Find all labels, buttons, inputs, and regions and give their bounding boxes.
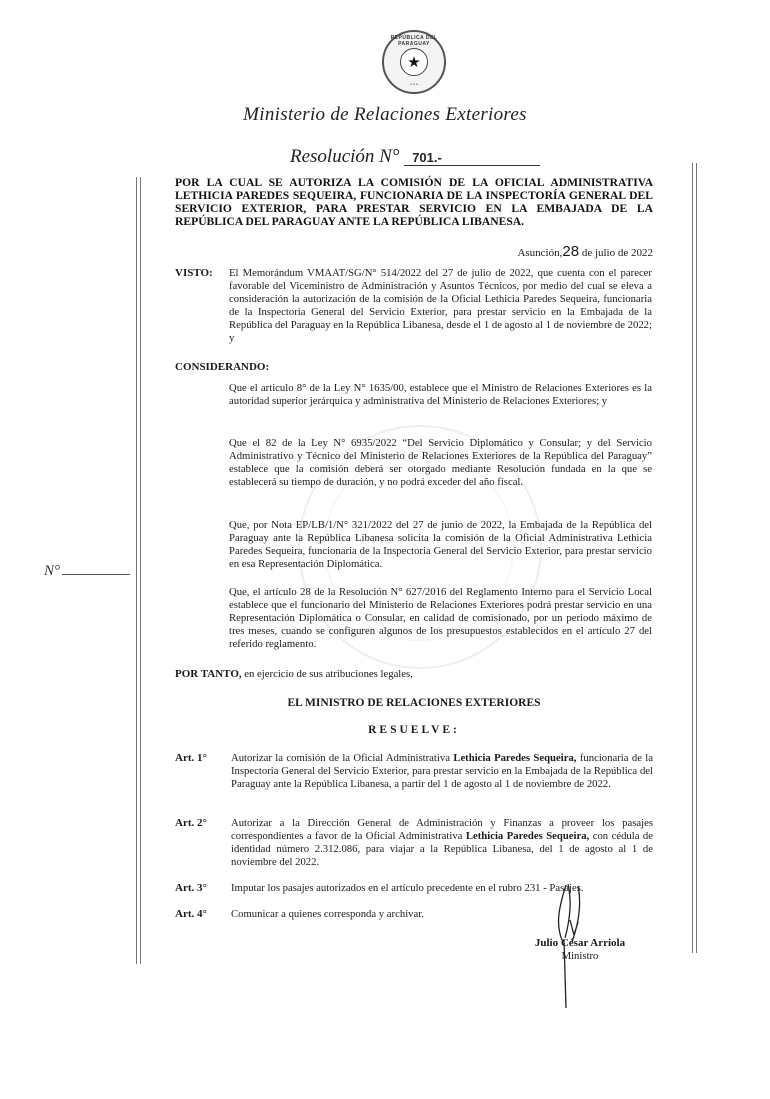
margin-number-field xyxy=(44,563,130,580)
date-city: Asunción, xyxy=(517,247,563,259)
article-label: Art. 2° xyxy=(175,817,207,829)
visto-label: VISTO: xyxy=(175,267,213,279)
article-text-pre: Autorizar a la Dirección General de Administración y Finanzas a proveer los pasajes correspondientes a favor de la Oficial Administrativa xyxy=(231,817,653,842)
date-rest: de julio de 2022 xyxy=(579,247,653,259)
article-label: Art. 3° xyxy=(175,882,207,894)
resolution-title: POR LA CUAL SE AUTORIZA LA COMISIÓN DE LA OFICIAL ADMINISTRATIVA LETHICIA PAREDES SEQUEIRA, FUNCIONARIA DE LA INSPECTORÍA GENERAL DEL SERVICIO EXTERIOR, PARA PRESTAR SERVICIO EN LA EMBAJADA DE LA REPÚBLICA DEL PARAGUAY ANTE LA REPÚBLICA LIBANESA. xyxy=(175,176,653,228)
considerando-paragraph: Que el 82 de la Ley N° 6935/2022 “Del Servicio Diplomático y Consular; y del Servicio Administrativo y Técnico del Ministerio de Relaciones Exteriores de la República del Paraguay” establece que la comisión deberá ser otorgado mediante Resolución fundada en la que se establecerá su tiempo de duración, y no podrá exceder del año fiscal. xyxy=(229,437,652,488)
article-text-post: funcionaria de la Inspectoria General del Servicio Exterior, para prestar servicio en la Embajada de la República del Paraguay ante la República Libanesa, a partir del 1 de agosto al 1 de noviembre de 2022. xyxy=(231,752,653,790)
resolution-label: Resolución N° xyxy=(290,146,400,167)
minister-heading: EL MINISTRO DE RELACIONES EXTERIORES xyxy=(287,697,541,709)
margin-number-label: N° xyxy=(44,563,61,579)
seal-ring-text: REPÚBLICA DEL PARAGUAY xyxy=(390,35,438,47)
seal-stars: • • • xyxy=(410,83,418,88)
considerando-paragraph: Que el articulo 8° de la Ley N° 1635/00, establece que el Ministro de Relaciones Exteriores es la autoridad superior jerárquica y administrativa del Ministerio de Relaciones Exteriores; y xyxy=(229,382,652,407)
article-label: Art. 4° xyxy=(175,908,207,920)
coat-of-arms-seal-icon xyxy=(382,30,446,94)
date-line xyxy=(175,243,653,260)
visto-text: El Memorándum VMAAT/SG/N° 514/2022 del 27 de julio de 2022, que cuenta con el parecer favorable del Viceministro de Administración y Asuntos Técnicos, por medio del cual se eleva a consideración la autorización de la comisión de la Oficial Lethicia Paredes Sequeira, funcionaria de la Inspectoria General del Servicio Exterior, para prestar servicio en la Embajada de la República del Paraguay en la República Libanesa, desde el 1 de agosto al 1 de noviembre de 2022; y xyxy=(229,267,652,344)
considerando-paragraph: Que, el artículo 28 de la Resolución N° 627/2016 del Reglamento Interno para el Servicio Local establece que el funcionario del Ministerio de Relaciones Exteriores podrá prestar servicio en una Representación Diplomática o Consular, en calidad de comisionado, por un periodo máximo de tres meses, cuando se configuren algunos de los presupuestos establecidos en el artículo 27 del referido reglamento. xyxy=(229,586,652,650)
article-text: Imputar los pasajes autorizados en el artículo precedente en el rubro 231 - Pasajes. xyxy=(231,882,584,894)
por-tanto-label: POR TANTO, xyxy=(175,668,242,680)
article-label: Art. 1° xyxy=(175,752,207,764)
considerando-paragraph: Que, por Nota EP/LB/1/N° 321/2022 del 27 de junio de 2022, la Embajada de la República del Paraguay ante la República Libanesa solicita la comisión de la Oficial Administrativa Lethicia Paredes Sequeira, funcionaria de la Inspectoria General del Servicio Exterior, para prestar servicio en esa Representación Diplomática. xyxy=(229,519,652,570)
signatory-title: Ministro xyxy=(561,950,599,962)
ministry-name: Ministerio de Relaciones Exteriores xyxy=(243,104,527,125)
por-tanto-line xyxy=(175,668,413,680)
por-tanto-text: en ejercicio de sus atribuciones legales, xyxy=(241,668,413,680)
resolution-heading xyxy=(290,146,540,168)
article-text-pre: Autorizar la comisión de la Oficial Administrativa xyxy=(231,752,454,764)
article-text-bold-name: Lethicia Paredes Sequeira, xyxy=(465,830,590,842)
left-margin-double-line xyxy=(136,177,141,964)
date-day: 28 xyxy=(562,243,580,260)
right-margin-double-line xyxy=(692,163,697,953)
article-text xyxy=(231,817,653,869)
article-text: Comunicar a quienes corresponda y archivar. xyxy=(231,908,424,920)
star-icon: ★ xyxy=(400,48,428,76)
article-text-bold-name: Lethicia Paredes Sequeira, xyxy=(453,752,577,764)
resuelve-heading: RESUELVE: xyxy=(368,724,460,736)
article-text-post: con cédula de identidad número 2.312.086, para viajar a la República Libanesa, del 1 de agosto al 1 de noviembre del 2022. xyxy=(231,830,654,868)
article-text xyxy=(231,752,653,791)
signatory-name: Julio César Arriola xyxy=(534,937,626,949)
resolution-number: 701.- xyxy=(404,151,540,166)
considerando-label: CONSIDERANDO: xyxy=(175,361,270,373)
margin-number-blank xyxy=(62,574,130,575)
